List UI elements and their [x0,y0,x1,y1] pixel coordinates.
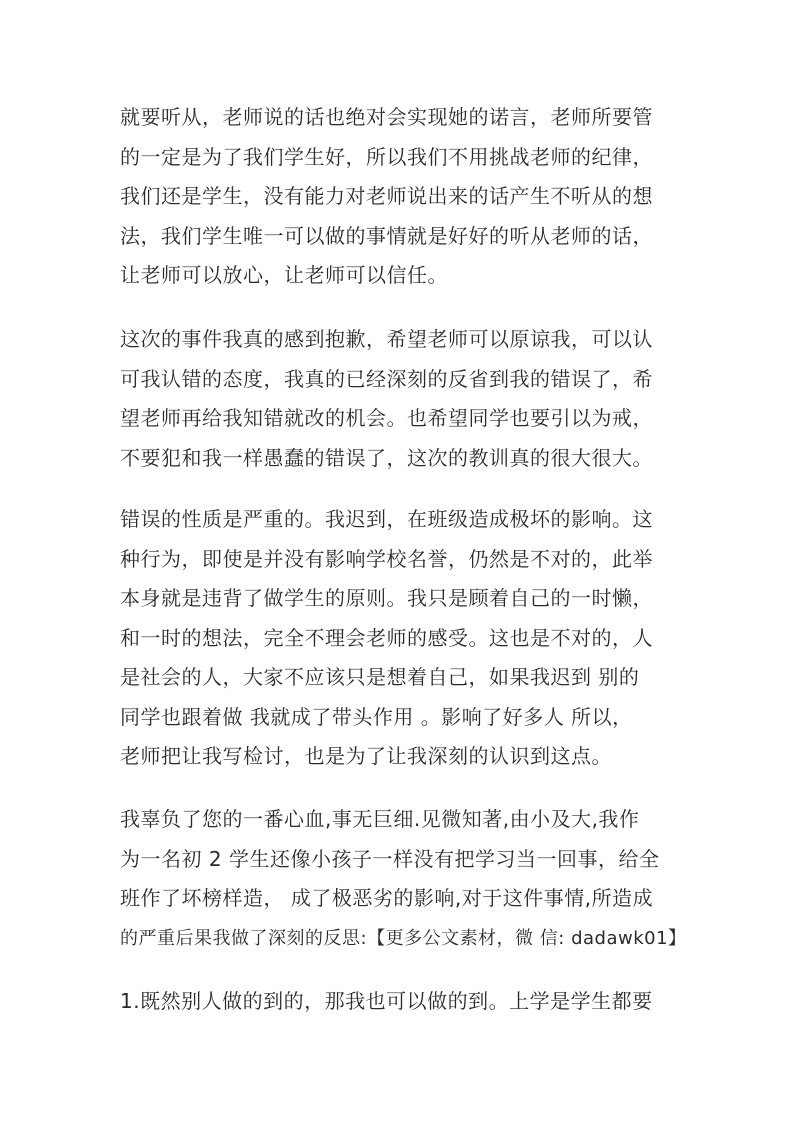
text-line: 我辜负了您的一番心血,事无巨细.见微知著,由小及大,我作 [120,807,640,831]
text-line: 就要听从，老师说的话也绝对会实现她的诺言，老师所要管 [120,105,653,129]
text-line: 种行为，即使是并没有影响学校名誉，仍然是不对的，此举 [120,546,653,571]
text-line: 同学也跟着做 我就成了带头作用 。影响了好多人 所以， [120,704,633,729]
paragraph-4 [120,800,690,958]
text-line: 这次的事件我真的感到抱歉，希望老师可以原谅我，可以认 [120,327,653,351]
text-line: 不要犯和我一样愚蠢的错误了，这次的教训真的很大很大。 [120,445,653,470]
paragraph-1 [120,98,690,296]
paragraph-2 [120,320,690,478]
text-line: 1.既然别人做的到的，那我也可以做的到。上学是学生都要 [120,989,653,1013]
text-line: 本身就是违背了做学生的原则。我只是顾着自己的一时懒， [120,586,653,610]
text-line: 的严重后果我做了深刻的反思:【更多公文素材，微 信: dadawk01】 [120,927,687,949]
text-line: 我们还是学生，没有能力对老师说出来的话产生不听从的想 [120,184,653,208]
text-line: 可我认错的态度，我真的已经深刻的反省到我的错误了，希 [120,366,653,391]
text-line: 让老师可以放心，让老师可以信任。 [120,263,448,287]
text-line: 的一定是为了我们学生好，所以我们不用挑战老师的纪律， [120,144,653,169]
paragraph-5 [120,982,690,1022]
text-line: 老师把让我写检讨，也是为了让我深刻的认识到这点。 [120,744,612,768]
text-line: 班作了坏榜样造， 成了极恶劣的影响,对于这件事情,所造成 [120,886,654,910]
text-line: 为一名初 2 学生还像小孩子一样没有把学习当一回事，给全 [120,846,660,871]
text-line: 错误的性质是严重的。我迟到，在班级造成极坏的影响。这 [120,507,653,531]
text-line: 和一时的想法，完全不理会老师的感受。这也是不对的，人 [120,625,653,650]
paragraph-3 [120,500,690,777]
text-line: 望老师再给我知错就改的机会。也希望同学也要引以为戒， [120,406,653,430]
text-line: 是社会的人，大家不应该只是想着自己，如果我迟到 别的 [120,665,640,689]
text-line: 法，我们学生唯一可以做的事情就是好好的听从老师的话， [120,223,653,248]
